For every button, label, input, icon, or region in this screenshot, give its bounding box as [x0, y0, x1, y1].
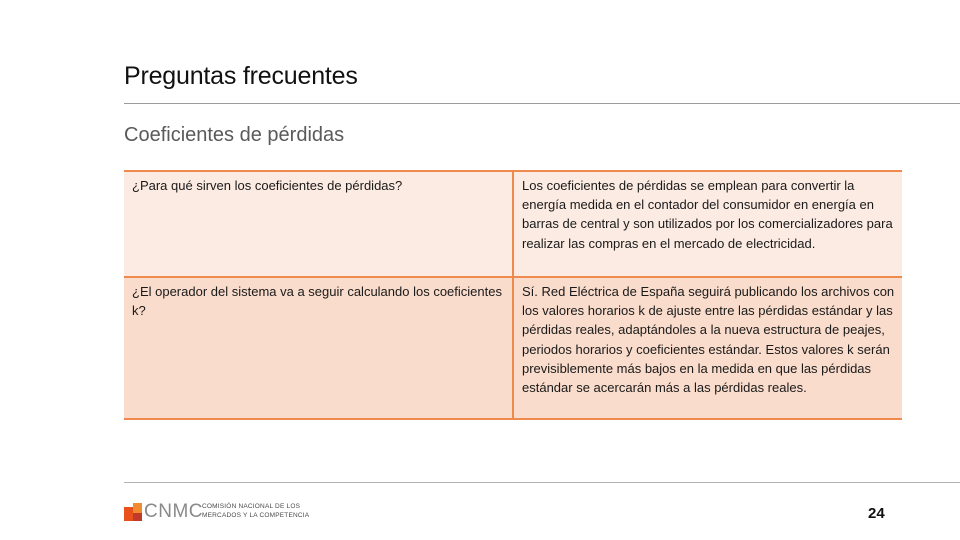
faq-answer: Sí. Red Eléctrica de España seguirá publicando los archivos con los valores horarios k de ajuste entre las pérdidas estándar y las pérdidas reales, adaptándoles a la nueva estructura de peajes, periodos horarios y coeficientes estándar. Estos valores k serán previsiblemente más bajos en la medida en que las pérdidas estándar se acercarán más a las pérdidas reales. — [513, 277, 902, 419]
title-divider — [124, 103, 960, 104]
logo-wordmark: CNMC — [144, 501, 203, 522]
logo-tagline-line-1: COMISIÓN NACIONAL DE LOS — [202, 503, 301, 510]
faq-row — [124, 171, 902, 277]
faq-question: ¿El operador del sistema va a seguir calculando los coeficientes k? — [124, 277, 513, 419]
footer-divider — [124, 482, 960, 483]
logo-tagline-line-2: MERCADOS Y LA COMPETENCIA — [202, 512, 310, 519]
faq-answer: Los coeficientes de pérdidas se emplean para convertir la energía medida en el contador del consumidor en energía en barras de central y son utilizados por los comercializadores para realizar las compras en el mercado de electricidad. — [513, 171, 902, 277]
page-number: 24 — [868, 505, 885, 522]
section-title: Coeficientes de pérdidas — [124, 124, 345, 146]
faq-row — [124, 277, 902, 419]
faq-question: ¿Para qué sirven los coeficientes de pérdidas? — [124, 171, 513, 277]
cnmc-logo-icon — [124, 503, 142, 521]
cnmc-logo — [124, 500, 310, 524]
slide-title: Preguntas frecuentes — [124, 62, 358, 90]
faq-table — [124, 170, 902, 420]
